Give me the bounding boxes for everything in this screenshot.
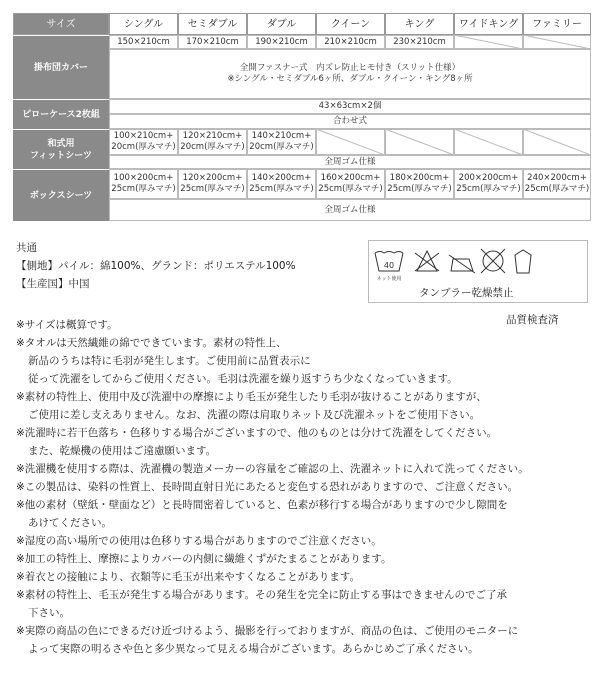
note-line: ※着衣との接触により、衣類等に毛玉が出来やすくなることがあります。 (16, 571, 360, 583)
header-king: キング (385, 13, 454, 35)
na-diagonals (13, 13, 591, 221)
note-line: 新品のうちは特に毛羽が発生します。ご使用前に品質表示に (28, 355, 311, 367)
inspection-label: 品質検査済 (506, 314, 559, 326)
header-size-label: サイズ (13, 13, 109, 35)
fitted-single-line1: 100×210cm+ (113, 131, 174, 141)
box-double-line1: 140×200cm+ (251, 173, 312, 183)
pillow-note: 合わせ式 (109, 114, 591, 129)
note-line: ※洗濯時に若干色落ち・色移りする場合がございますので、他のものとは分けて洗濯をしてください。 (16, 427, 498, 439)
box-queen-line1: 160×200cm+ (320, 173, 381, 183)
header-double: ダブル (247, 13, 316, 35)
comforter-note2: ※シングル・セミダブル6ヶ所、ダブル・クイーン・キング8ヶ所 (227, 74, 473, 84)
box-family-line1: 240×200cm+ (527, 173, 587, 183)
box-queen-line2: 25cm(厚みマチ) (318, 184, 383, 194)
note-line: ※洗濯機を使用する際は、洗濯機の製造メーカーの容量をご確認の上、洗濯ネットに入れて洗ってください。 (16, 463, 529, 475)
iron-icon (449, 255, 475, 273)
spec-origin: 【生産国】中国 (16, 278, 90, 290)
note-line: ※素材の特性上、毛玉が発生する場合があります。その発生を完全に防止する事はできませんのでご了承 (16, 589, 507, 601)
spec-heading: 共通 (16, 242, 37, 254)
note-line: ※加工の特性上、摩擦によりカバーの内側に繊維くずがたまることがあります。 (16, 553, 392, 565)
fitted-double-line1: 140×210cm+ (251, 131, 312, 141)
fitted-double-line2: 20cm(厚みマチ) (249, 142, 314, 152)
row-label-box: ボックスシーツ (13, 169, 109, 221)
note-line: また、乾燥機の使用はご遠慮願います。 (28, 445, 217, 457)
comforter-double: 190×210cm (247, 35, 316, 49)
comforter-single: 150×210cm (109, 35, 178, 49)
header-family: ファミリー (523, 13, 591, 35)
comforter-semidouble: 170×210cm (178, 35, 247, 49)
header-single: シングル (109, 13, 178, 35)
note-line: よって実際の明るさや色と多少異なって見える場合がございます。あらかじめご了承ください。 (28, 643, 479, 655)
box-single-line2: 25cm(厚みマチ) (111, 184, 176, 194)
note-line: ※素材の特性上、使用中及び洗濯中の摩擦により毛玉が発生したり毛羽が抜けることがありますが、 (16, 391, 487, 403)
care-label-box (368, 240, 588, 303)
box-double-line2: 25cm(厚みマチ) (249, 184, 314, 194)
fitted-semidouble-line2: 20cm(厚みマチ) (180, 142, 245, 152)
fitted-label-line2: フィットシーツ (30, 150, 92, 161)
header-wideking: ワイドキング (454, 13, 523, 35)
no-bleach-icon (415, 251, 439, 271)
fitted-note: 全周ゴム仕様 (109, 155, 591, 169)
net-label: ネット使用 (376, 276, 402, 282)
note-line: ※実際の商品の色にできるだけ近づけるよう、撮影を行っておりますが、商品の色は、ご使用のモニターに (16, 625, 519, 637)
size-table (13, 13, 591, 221)
fitted-semidouble-line1: 120×210cm+ (182, 131, 243, 141)
note-line: ご使用に差し支えありません。なお、洗濯の際は肩取りネット及び洗濯ネットをご使用下さい。 (28, 409, 481, 421)
comforter-note1: 全開ファスナー式 内ズレ防止ヒモ付き（スリット仕様） (239, 63, 461, 73)
box-semidouble-line2: 25cm(厚みマチ) (180, 184, 245, 194)
box-king-line1: 180×200cm+ (389, 173, 450, 183)
note-line: 従って洗濯をしてからご使用ください。毛羽は洗濯を繰り返すうち少なくなっていきます。 (28, 373, 458, 385)
note-line: ※他の素材（壁紙・壁面など）と長時間密着していると、色素が移行する場合がありますので少し隙間を (16, 499, 508, 511)
comforter-king: 230×210cm (385, 35, 454, 49)
note-line: ※この製品は、染料の性質上、長時間直射日光にあたると変色する恐れがありますので、ご注意ください。 (16, 481, 519, 493)
care-caption: タンブラー乾燥禁止 (419, 287, 514, 299)
comforter-queen: 210×210cm (316, 35, 385, 49)
note-line: ※タオルは天然繊維の綿でできています。素材の特性上、 (16, 337, 287, 349)
fitted-single-line2: 20cm(厚みマチ) (111, 142, 176, 152)
header-queen: クイーン (316, 13, 385, 35)
row-label-pillow: ピローケース2枚組 (13, 99, 109, 129)
hang-dry-icon (515, 250, 531, 273)
box-semidouble-line1: 120×200cm+ (182, 173, 243, 183)
note-line: あけてください。 (28, 517, 112, 529)
pillow-size: 43×63cm×2個 (109, 99, 591, 114)
note-line: ※サイズは概算です。 (16, 319, 118, 331)
header-semidouble: セミダブル (178, 13, 247, 35)
dry-clean-icon (481, 249, 505, 273)
box-family-line2: 25cm(厚みマチ) (524, 184, 590, 194)
note-line: 下さい。 (28, 607, 70, 619)
note-line: ※湿度の高い場所での使用は色移りする場合がありますのでご注意ください。 (16, 535, 382, 547)
box-wideking-line2: 25cm(厚みマチ) (456, 184, 521, 194)
fitted-label-line1: 和式用 (47, 138, 75, 149)
spec-material: 【側地】パイル：綿100%、グランド：ポリエステル100% (16, 260, 296, 272)
row-label-comforter: 掛布団カバー (13, 35, 109, 99)
box-note: 全周ゴム仕様 (109, 199, 591, 221)
box-wideking-line1: 200×200cm+ (458, 173, 519, 183)
wash-temp: 40 (383, 261, 395, 270)
box-king-line2: 25cm(厚みマチ) (387, 184, 452, 194)
box-single-line1: 100×200cm+ (113, 173, 174, 183)
